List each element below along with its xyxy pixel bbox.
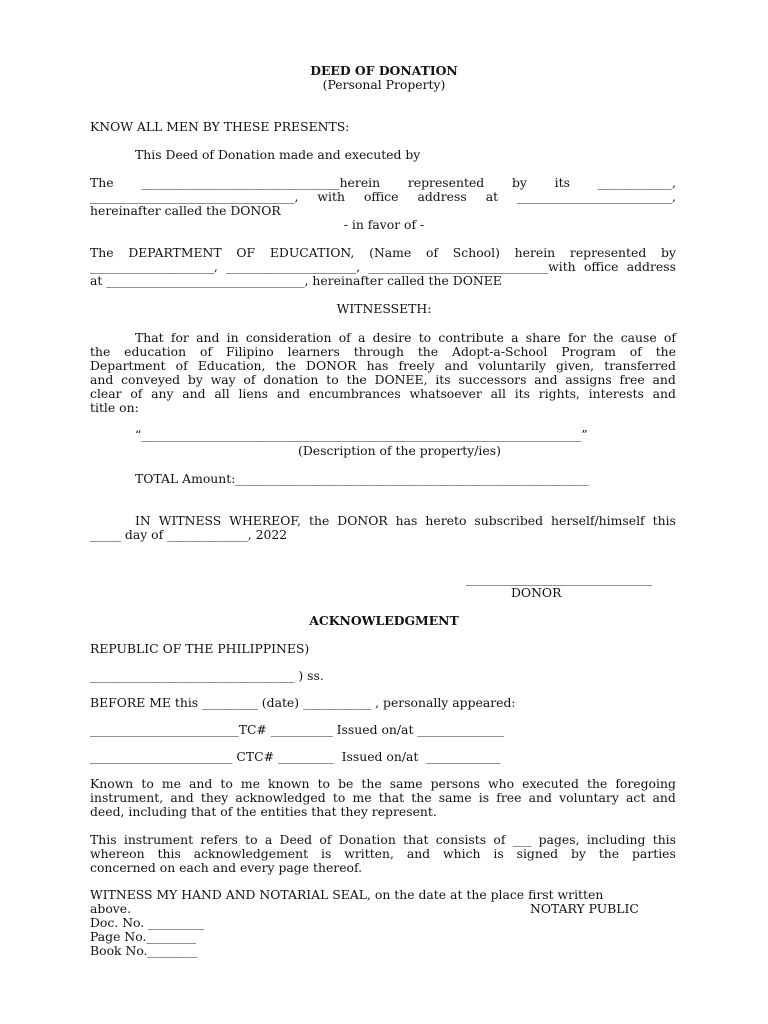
word: transferred <box>604 358 676 373</box>
donor-line-3: hereinafter called the DONOR <box>90 203 281 218</box>
word: has <box>366 358 389 373</box>
word: same <box>438 790 472 805</box>
donor-signature-line: ______________________________ <box>466 571 652 586</box>
word: office <box>363 189 399 204</box>
word: ____________, <box>597 175 676 190</box>
donee-line-1 <box>90 246 676 260</box>
word: DONOR <box>337 513 388 528</box>
witness-hand-line: WITNESS MY HAND AND NOTARIAL SEAL, on the date at the place first written <box>90 887 604 902</box>
word: _____________________, <box>226 259 361 274</box>
doc-no-line: Doc. No. _________ <box>90 915 204 930</box>
word: me <box>161 776 181 791</box>
word: is <box>478 790 490 805</box>
donor-signature-label: DONOR <box>511 585 562 600</box>
word: conveyed <box>121 372 181 387</box>
word: herself/himself <box>551 513 645 528</box>
word: EDUCATION, <box>269 245 355 260</box>
word: Known <box>90 776 134 791</box>
witness-whereof-line-2: _____ day of _____________, 2022 <box>90 527 288 542</box>
word: instrument <box>123 832 194 847</box>
word: liens <box>238 386 269 401</box>
ss-line: _________________________________ ) ss. <box>90 668 324 683</box>
word: (Name <box>369 245 412 260</box>
word: ___ <box>512 832 532 847</box>
word: and <box>652 790 676 805</box>
word: the <box>655 344 676 359</box>
word: ____________________, <box>90 259 218 274</box>
word: given, <box>555 358 595 373</box>
word: _____________________________with <box>368 259 576 274</box>
word: and <box>528 790 552 805</box>
word: School) <box>452 245 500 260</box>
word: represented <box>407 175 485 190</box>
word: of <box>493 832 506 847</box>
word: and <box>406 846 431 861</box>
word: DONOR <box>306 358 357 373</box>
word: way <box>210 372 236 387</box>
word: parties <box>632 846 676 861</box>
word: for <box>567 330 586 345</box>
word: to <box>332 790 346 805</box>
word: to <box>220 776 233 791</box>
instrument-line-3: concerned on each and every page thereof. <box>90 860 363 875</box>
word: whereon <box>90 846 145 861</box>
word: WITNESS <box>158 513 222 528</box>
word: all <box>490 386 506 401</box>
instrument-line-2 <box>90 847 676 861</box>
word: by <box>570 846 586 861</box>
word: that <box>378 790 405 805</box>
word: a <box>511 330 519 345</box>
opening-line: KNOW ALL MEN BY THESE PRESENTS: <box>90 119 350 134</box>
word: contribute <box>438 330 504 345</box>
word: at <box>485 189 499 204</box>
word: voluntary <box>559 790 619 805</box>
word: by <box>660 245 676 260</box>
word: of <box>663 330 676 345</box>
word: address <box>626 259 676 274</box>
word: _________________________________, <box>90 189 299 204</box>
word: any <box>151 386 174 401</box>
word: _________________________, <box>517 189 676 204</box>
word: and <box>170 790 194 805</box>
intro-line: This Deed of Donation made and executed by <box>135 147 421 162</box>
word: Department <box>90 358 166 373</box>
word: Filipino <box>225 344 274 359</box>
word: its <box>435 372 451 387</box>
word: its <box>554 175 570 190</box>
word: assigns <box>565 372 612 387</box>
word: the <box>593 330 614 345</box>
word: pages, <box>538 832 580 847</box>
word: a <box>264 832 273 847</box>
word: the <box>598 846 620 861</box>
word: of <box>426 245 439 260</box>
word: executed <box>522 776 579 791</box>
property-description-caption: (Description of the property/ies) <box>298 443 501 458</box>
word: office <box>583 259 619 274</box>
word: Deed <box>279 832 313 847</box>
word: refers <box>200 832 238 847</box>
word: and <box>444 358 469 373</box>
word: and <box>652 372 676 387</box>
word: share <box>525 330 561 345</box>
word: foregoing <box>615 776 676 791</box>
total-amount-line: TOTAL Amount:_________________________________________________________ <box>135 471 589 486</box>
word: the <box>586 776 608 791</box>
donee-line-3: at ________________________________, hereinafter called the DONEE <box>90 273 502 288</box>
word: Donation <box>338 832 396 847</box>
word: consideration <box>245 330 332 345</box>
above-line: above. <box>90 901 132 916</box>
word: be <box>338 776 354 791</box>
word: act <box>626 790 646 805</box>
word: acknowledged <box>235 790 326 805</box>
word: the <box>308 513 330 528</box>
word: voluntarily <box>478 358 546 373</box>
word: this <box>652 832 676 847</box>
word: who <box>488 776 515 791</box>
word: That <box>135 330 164 345</box>
word: to <box>326 372 339 387</box>
word: of <box>130 386 143 401</box>
word: signed <box>516 846 559 861</box>
word: donation <box>263 372 319 387</box>
word: and <box>90 372 114 387</box>
word: consists <box>435 832 487 847</box>
word: free <box>619 372 645 387</box>
word: IN <box>135 513 151 528</box>
word: to <box>418 330 432 345</box>
word: the <box>417 344 439 359</box>
tc-line: ________________________TC# __________ Issued on/at ______________ <box>90 722 505 737</box>
word: they <box>200 790 229 805</box>
witnesseth-heading: WITNESSETH: <box>336 301 432 316</box>
word: This <box>90 832 117 847</box>
word: is <box>321 846 332 861</box>
word: hereto <box>425 513 467 528</box>
witness-whereof-line-1 <box>135 514 676 528</box>
word: of <box>629 344 642 359</box>
word: persons <box>430 776 480 791</box>
instrument-line-1 <box>90 833 676 847</box>
word: its <box>514 386 531 401</box>
donor-line-2 <box>90 190 676 204</box>
property-description-blank: “_______________________________________________________________________” <box>135 427 588 442</box>
word: instrument, <box>90 790 164 805</box>
notary-public-label: NOTARY PUBLIC <box>530 901 639 916</box>
body-line-4 <box>90 373 676 387</box>
word: a <box>358 330 366 345</box>
page-no-line: Page No.________ <box>90 929 196 944</box>
ctc-line: _______________________ CTC# _________ Issued on/at ____________ <box>90 749 501 764</box>
word: interests <box>588 386 644 401</box>
word: all <box>214 386 230 401</box>
body-line-1 <box>135 331 676 345</box>
word: encumbrances <box>308 386 401 401</box>
document-title: DEED OF DONATION <box>310 63 458 78</box>
word: DEPARTMENT <box>128 245 222 260</box>
word: OF <box>236 245 256 260</box>
known-line-3: deed, including that of the entities that they represent. <box>90 804 437 819</box>
word: with <box>317 189 345 204</box>
word: represented <box>569 245 647 260</box>
body-line-2 <box>90 345 676 359</box>
word: desire <box>372 330 412 345</box>
word: rights, <box>538 386 580 401</box>
word: subscribed <box>474 513 544 528</box>
word: by <box>511 175 527 190</box>
word: of <box>338 330 351 345</box>
word: is <box>493 846 504 861</box>
word: the <box>346 372 367 387</box>
word: for <box>170 330 189 345</box>
word: the <box>90 344 111 359</box>
word: and <box>652 386 676 401</box>
body-line-5 <box>90 387 676 401</box>
word: in <box>226 330 239 345</box>
word: WHEREOF, <box>229 513 301 528</box>
word: by <box>187 372 203 387</box>
word: whatsoever <box>409 386 482 401</box>
word: this <box>652 513 676 528</box>
donor-line-1 <box>90 176 676 190</box>
word: herein <box>514 245 556 260</box>
in-favor-line: - in favor of - <box>343 217 425 232</box>
word: ________________________________herein <box>141 175 381 190</box>
word: this <box>157 846 181 861</box>
word: through <box>353 344 404 359</box>
word: to <box>141 776 154 791</box>
word: including <box>586 832 646 847</box>
word: education <box>124 344 187 359</box>
body-line-6: title on: <box>90 400 139 415</box>
word: same <box>389 776 423 791</box>
word: known <box>267 776 310 791</box>
word: to <box>245 832 258 847</box>
word: and <box>182 386 206 401</box>
word: which <box>443 846 481 861</box>
word: address <box>417 189 467 204</box>
word: Adopt-a-School <box>452 344 548 359</box>
before-me-line: BEFORE ME this _________ (date) ___________ , personally appeared: <box>90 695 516 710</box>
book-no-line: Book No.________ <box>90 943 198 958</box>
word: successors <box>458 372 527 387</box>
word: freely <box>398 358 435 373</box>
known-line-2 <box>90 791 676 805</box>
body-line-3 <box>90 359 676 373</box>
word: me <box>240 776 260 791</box>
word: DONEE, <box>374 372 428 387</box>
word: to <box>317 776 331 791</box>
acknowledgment-heading: ACKNOWLEDGMENT <box>309 613 459 628</box>
word: has <box>395 513 418 528</box>
word: the <box>275 358 296 373</box>
word: the <box>361 776 382 791</box>
word: cause <box>620 330 657 345</box>
document-subtitle: (Personal Property) <box>322 77 446 92</box>
word: The <box>90 245 114 260</box>
word: and <box>196 330 220 345</box>
word: of <box>200 344 213 359</box>
word: me <box>352 790 372 805</box>
word: learners <box>287 344 340 359</box>
word: written, <box>344 846 394 861</box>
word: and <box>276 386 301 401</box>
republic-line: REPUBLIC OF THE PHILIPPINES) <box>90 641 310 656</box>
word: and <box>188 776 213 791</box>
word: Education, <box>197 358 266 373</box>
known-line-1 <box>90 777 676 791</box>
word: and <box>534 372 558 387</box>
word: free <box>496 790 522 805</box>
word: of <box>175 358 188 373</box>
word: of <box>243 372 256 387</box>
word: clear <box>90 386 122 401</box>
word: Program <box>561 344 616 359</box>
donee-line-2 <box>90 260 676 274</box>
word: that <box>403 832 429 847</box>
word: The <box>90 175 114 190</box>
word: the <box>411 790 432 805</box>
word: of <box>319 832 332 847</box>
word: acknowledgement <box>193 846 309 861</box>
